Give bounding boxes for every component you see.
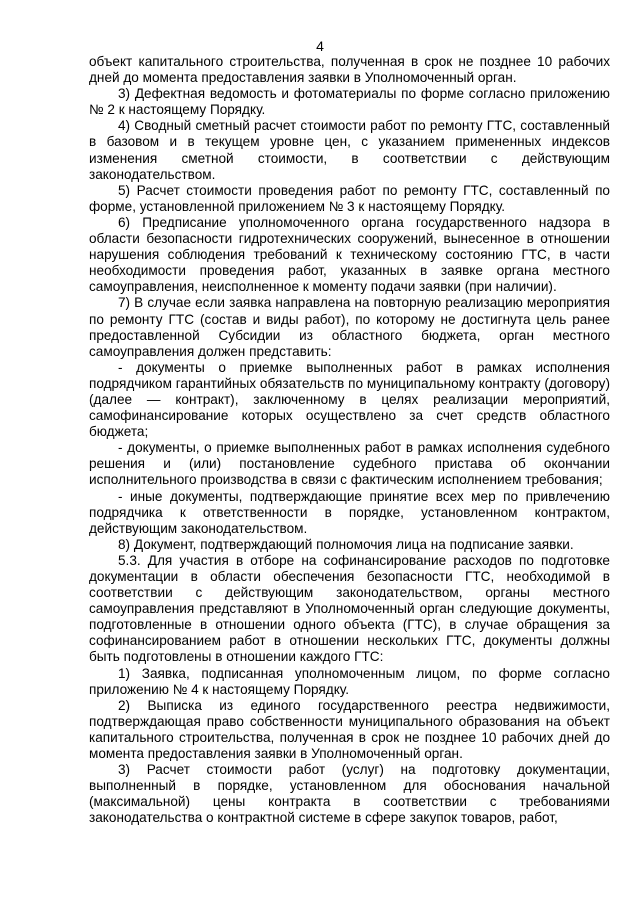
paragraph-item-2-registry-extract: 2) Выписка из единого государственного реестра недвижимости, подтверждающая право собственности муниципального образования на объект капитального строительства, полученная в срок не позднее 10 рабочих дней до момента предоставления заявки в Уполномоченный орган. (89, 697, 610, 762)
paragraph-bullet-other-docs: - иные документы, подтверждающие принятие всех мер по привлечению подрядчика к ответственности в порядке, установленном контрактом, действующим законодательством. (89, 488, 610, 536)
document-body (89, 54, 610, 827)
paragraph-continuation: объект капитального строительства, полученная в срок не позднее 10 рабочих дней до момента предоставления заявки в Уполномоченный орган. (89, 54, 610, 86)
paragraph-item-3-works-cost: 3) Расчет стоимости работ (услуг) на подготовку документации, выполненный в порядке, установленном для обоснования начальной (максимальной) цены контракта в соответствии с требованиями законодательства о контрактной системе в сфере закупок товаров, работ, (89, 762, 610, 826)
paragraph-bullet-court-docs: - документы, о приемке выполненных работ в рамках исполнения судебного решения и (или) постановление судебного пристава об окончании исполнительного производства в связи с фактическим исполнением требования; (89, 440, 610, 488)
paragraph-item-8-authority: 8) Документ, подтверждающий полномочия лица на подписание заявки. (118, 536, 574, 552)
page-number: 4 (316, 38, 324, 54)
paragraph-bullet-acceptance-docs: - документы о приемке выполненных работ в рамках исполнения подрядчиком гарантийных обязательств по муниципальному контракту (договору) (далее — контракт), заключенному в целях реализации мероприятий, самофинансирование которых осуществлено за счет средств областного бюджета; (89, 359, 610, 440)
paragraph-section-5-3: 5.3. Для участия в отборе на софинансирование расходов по подготовке документации в области обеспечения безопасности ГТС, необходимой в соответствии с действующим законодательством, органы местного самоуправления представляют в Уполномоченный орган следующие документы, подготовленные в отношении одного объекта (ГТС), в случае обращения за софинансированием работ в отношении нескольких ГТС, документы должны быть подготовлены в отношении каждого ГТС: (89, 552, 610, 665)
paragraph-item-7-repeat-request: 7) В случае если заявка направлена на повторную реализацию мероприятия по ремонту ГТС (состав и виды работ), по которому не достигнута цель ранее предоставленной Субсидии из областного бюджета, орган местного самоуправления должен представить: (89, 295, 610, 359)
paragraph-item-5-cost-calculation: 5) Расчет стоимости проведения работ по ремонту ГТС, составленный по форме, установленной приложением № 3 к настоящему Порядку. (89, 182, 610, 214)
paragraph-item-3-defect-statement: 3) Дефектная ведомость и фотоматериалы по форме согласно приложению № 2 к настоящему Порядку. (89, 86, 610, 118)
paragraph-item-4-estimate: 4) Сводный сметный расчет стоимости работ по ремонту ГТС, составленный в базовом и в текущем уровне цен, с указанием примененных индексов изменения сметной стоимости, в соответствии с действующим законодательством. (89, 118, 610, 182)
paragraph-item-6-order: 6) Предписание уполномоченного органа государственного надзора в области безопасности гидротехнических сооружений, вынесенное в отношении нарушения соблюдения требований к техническому состоянию ГТС, в части необходимости проведения работ, указанных в заявке органа местного самоуправления, неисполненное к моменту подачи заявки (при наличии). (89, 214, 610, 295)
paragraph-item-1-application: 1) Заявка, подписанная уполномоченным лицом, по форме согласно приложению № 4 к настоящему Порядку. (89, 665, 610, 697)
